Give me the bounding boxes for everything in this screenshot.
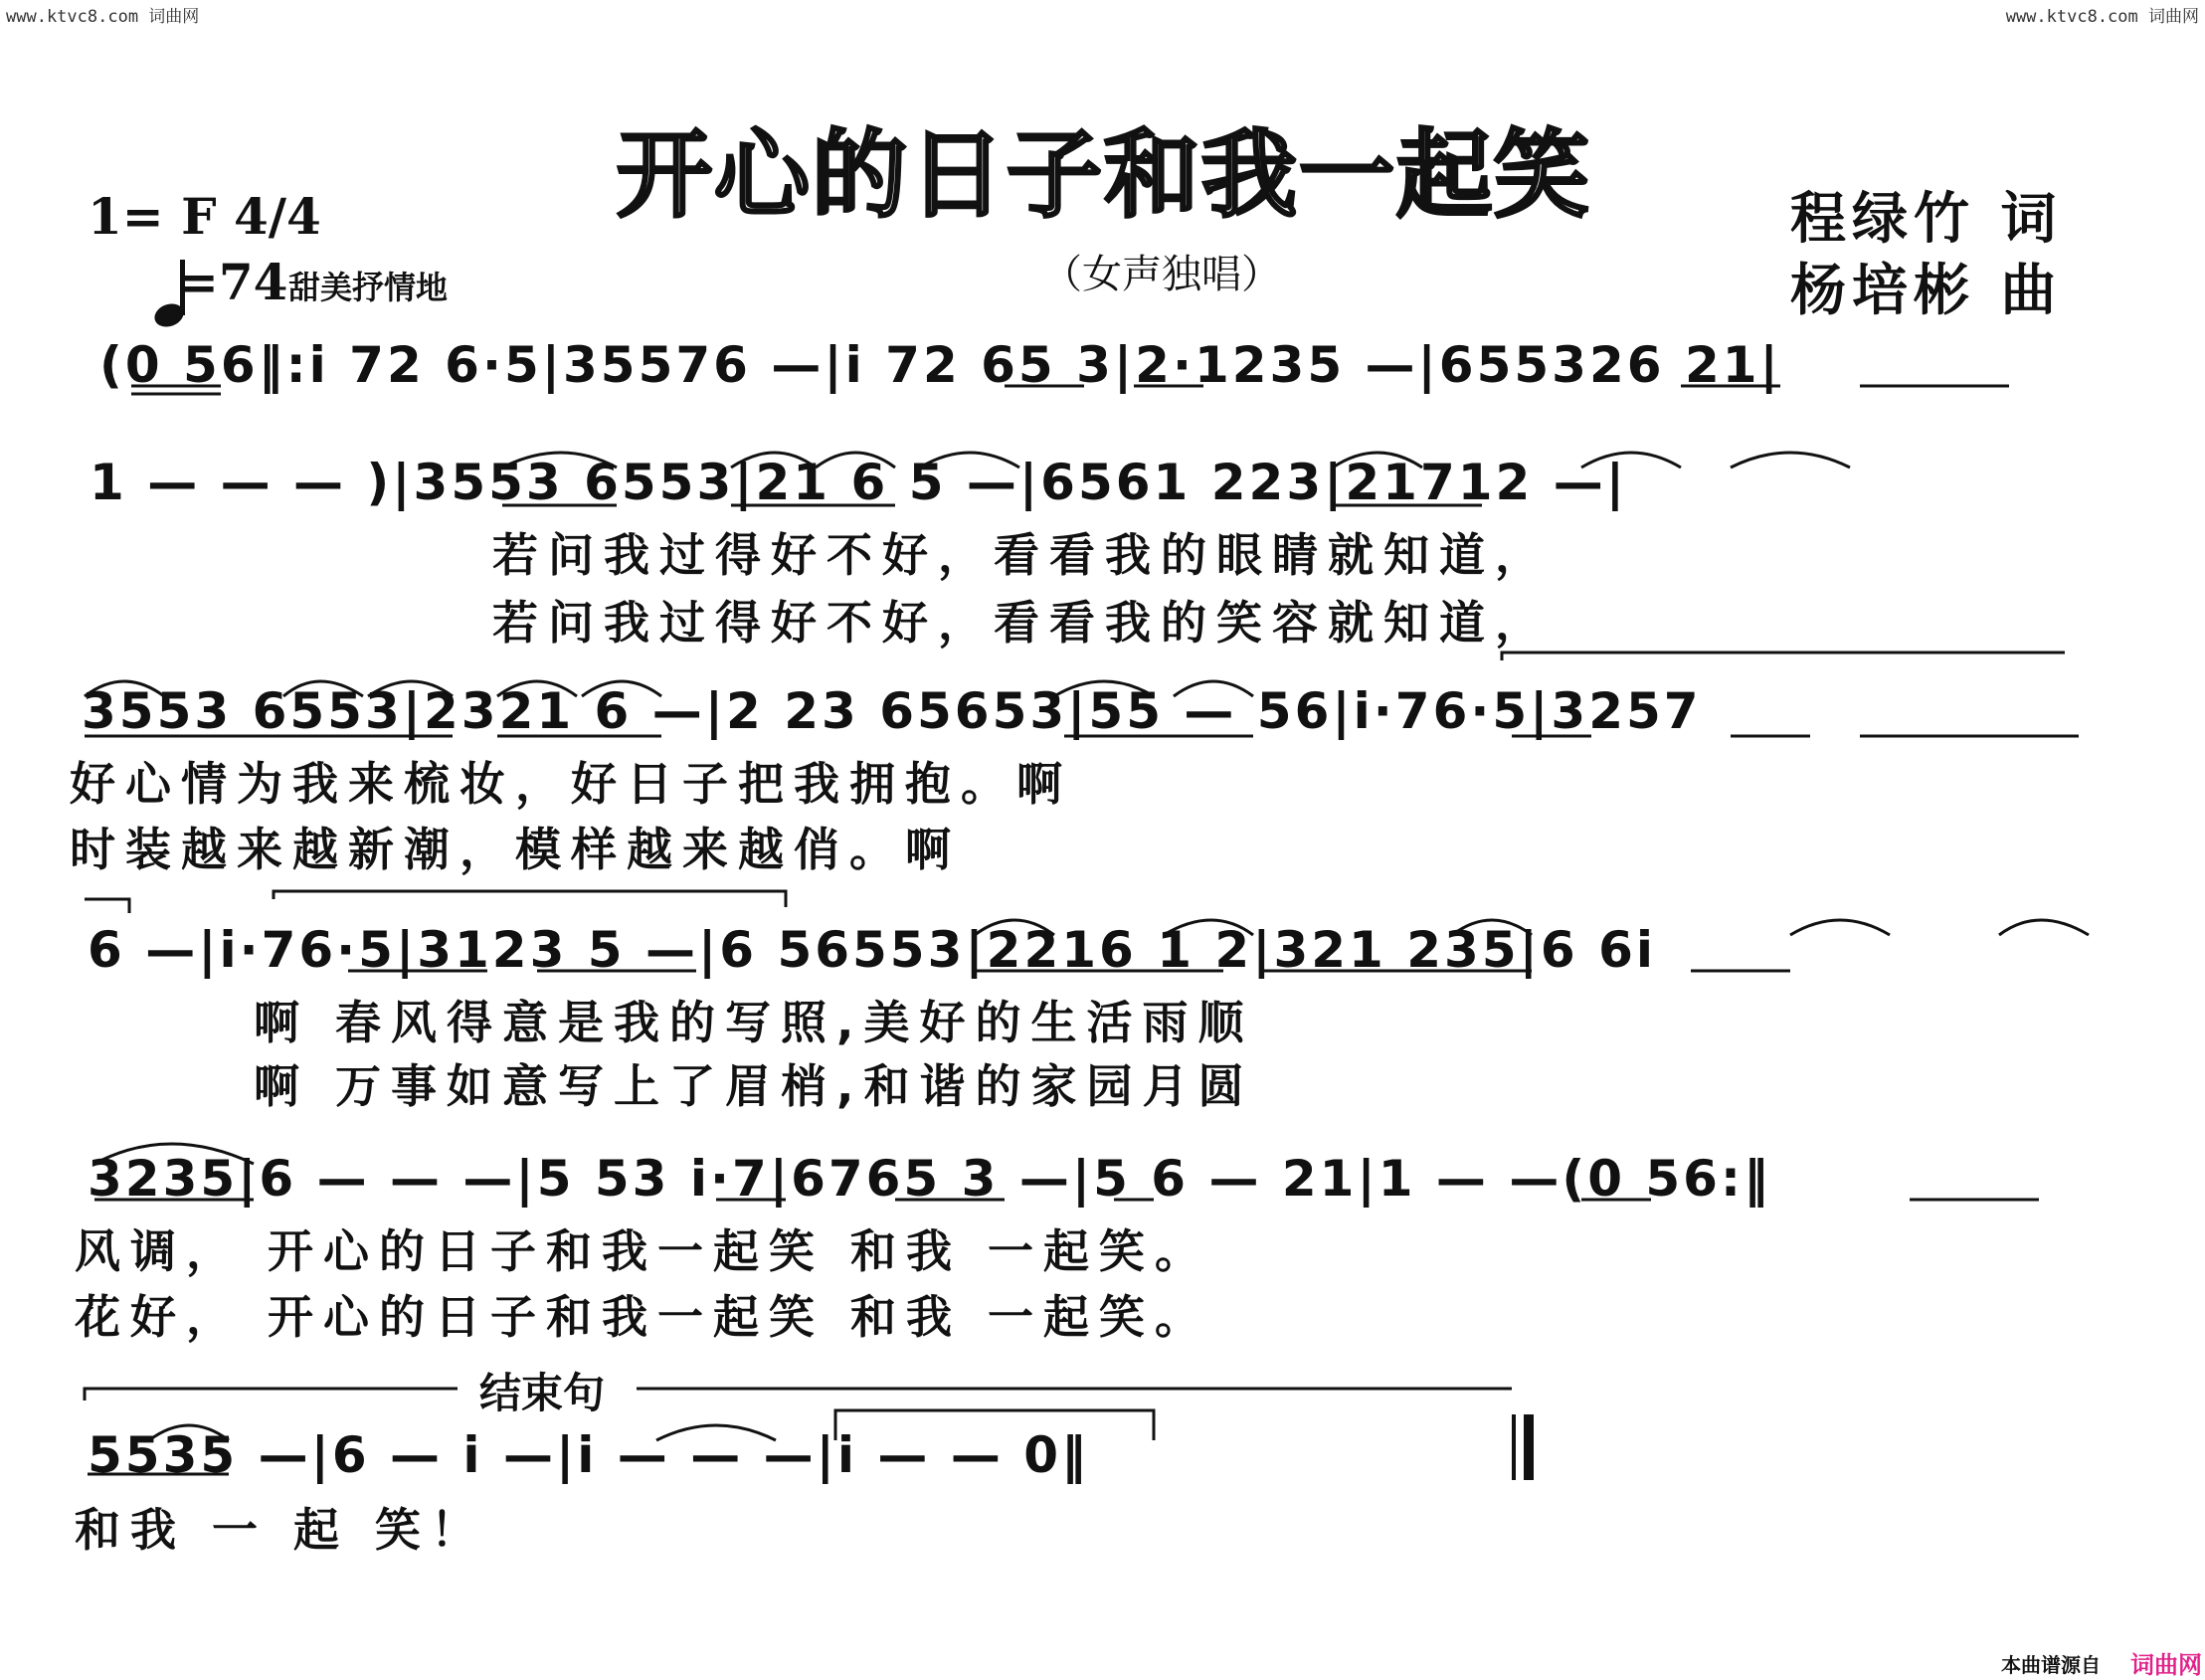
expression-marking: 甜美抒情地 bbox=[288, 269, 449, 306]
lyric-line-3-verse-2: 时装越来越新潮，模样越来越俏。啊 bbox=[70, 823, 961, 876]
watermark-left: www.ktvc8.com 词曲网 bbox=[6, 7, 200, 27]
watermark-right: www.ktvc8.com 词曲网 bbox=[2005, 7, 2199, 27]
coda-label: 结束句 bbox=[467, 1361, 617, 1420]
notation-line-2: 1 — — — )|3553 6553|21 6 5 —|6561 223|21712 —| bbox=[90, 454, 1627, 511]
footer-brand[interactable]: 词曲网 bbox=[2130, 1651, 2202, 1679]
key-signature: 1= F 4/4 bbox=[88, 187, 321, 246]
notation-line-5: 3235|6 — — —|5 53 i·7|6765 3 —|5 6 — 21|1 — —(0 56:‖ bbox=[88, 1150, 1771, 1208]
lyric-line-4-verse-1: 啊 春风得意是我的写照,美好的生活雨顺 bbox=[254, 996, 1254, 1049]
composer-credit: 杨培彬 曲 bbox=[1790, 259, 2063, 323]
footer-source: 本曲谱源自 bbox=[2001, 1653, 2101, 1677]
lyric-line-2-verse-1: 若问我过得好不好，看看我的眼睛就知道， bbox=[492, 528, 1551, 582]
lyric-line-2-verse-2: 若问我过得好不好，看看我的笑容就知道， bbox=[492, 596, 1551, 650]
tempo-marking: =74 bbox=[177, 253, 288, 311]
song-title: 开心的日子和我一起笑 bbox=[617, 119, 1591, 231]
lyric-line-6: 和我 一 起 笑！ bbox=[75, 1503, 487, 1557]
song-subtitle: （女声独唱） bbox=[1042, 252, 1281, 297]
notation-line-6: 5535 —|6 — i —|i — — —|i — — 0‖ bbox=[88, 1426, 1090, 1484]
lyricist-credit: 程绿竹 词 bbox=[1790, 187, 2063, 252]
lyric-line-5-verse-1: 风调， 开心的日子和我一起笑 和我 一起笑。 bbox=[75, 1224, 1211, 1278]
notation-line-1: (0 56‖:i 72 6·5|35576 —|i 72 65 3|2·1235 —|655326 21| bbox=[99, 336, 1781, 394]
notation-line-4: 6 —|i·76·5|3123 5 —|6 56553|2216 1 2|321 235|6 6i bbox=[88, 921, 1657, 979]
lyric-line-3-verse-1: 好心情为我来梳妆，好日子把我拥抱。啊 bbox=[70, 757, 1072, 811]
lyric-line-5-verse-2: 花好， 开心的日子和我一起笑 和我 一起笑。 bbox=[75, 1290, 1211, 1344]
lyric-line-4-verse-2: 啊 万事如意写上了眉梢,和谐的家园月圆 bbox=[254, 1059, 1254, 1113]
notation-line-3: 3553 6553|2321 6 —|2 23 65653|55 — 56|i·76·5|3257 bbox=[82, 682, 1702, 740]
